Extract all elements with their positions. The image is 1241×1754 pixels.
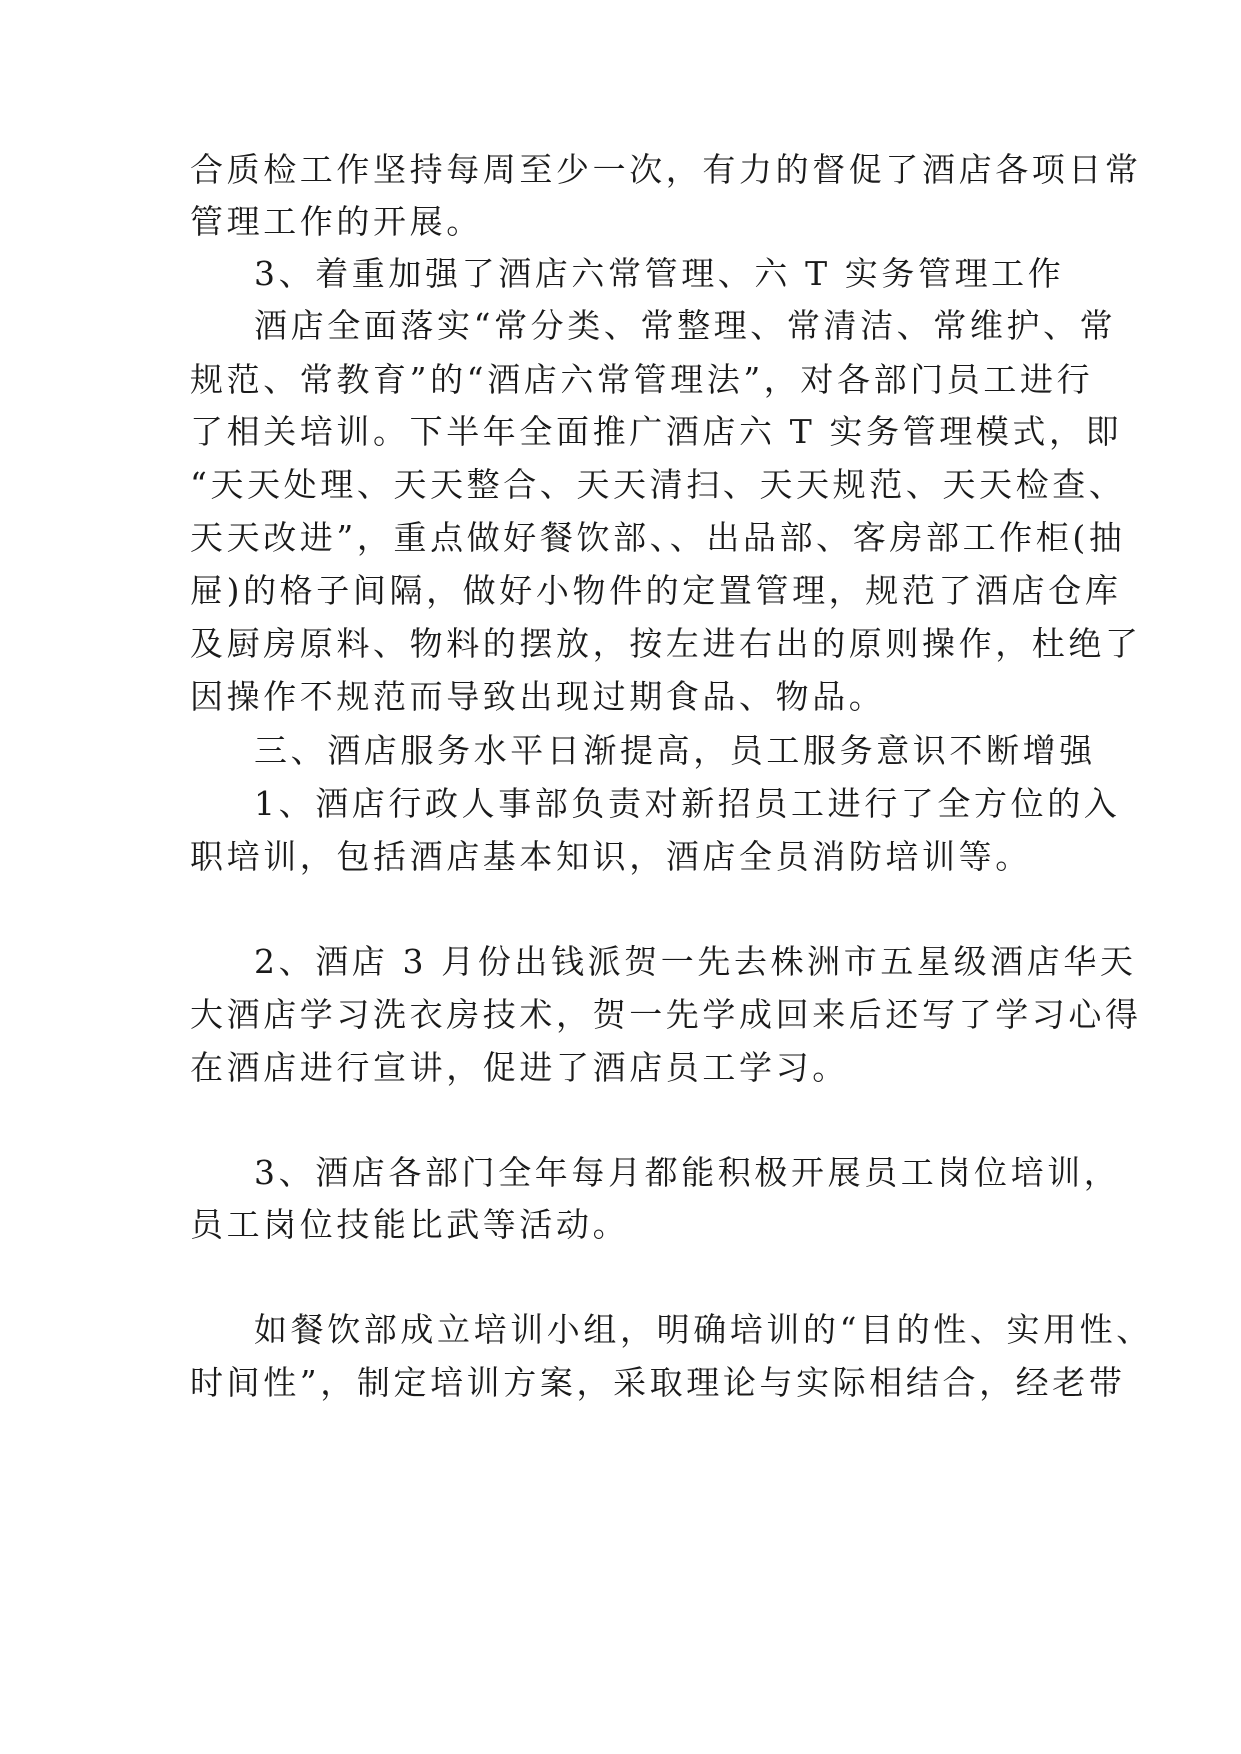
text-line: 天天改进”，重点做好餐饮部、、出品部、客房部工作柜(抽 (190, 518, 1126, 557)
text-line: 3、酒店各部门全年每月都能积极开展员工岗位培训， (254, 1153, 1121, 1192)
text-line: 职培训，包括酒店基本知识，酒店全员消防培训等。 (190, 837, 1032, 876)
text-line: 2、酒店 3 月份出钱派贺一先去株洲市五星级酒店华天 (254, 942, 1137, 981)
section-heading: 3、着重加强了酒店六常管理、六 T 实务管理工作 (254, 254, 1065, 293)
text-line: 在酒店进行宣讲，促进了酒店员工学习。 (190, 1048, 849, 1087)
text-line: 如餐饮部成立培训小组，明确培训的“目的性、实用性、 (254, 1310, 1153, 1349)
text-line: 管理工作的开展。 (190, 202, 483, 241)
text-line: 1、酒店行政人事部负责对新招员工进行了全方位的入 (254, 784, 1121, 823)
text-line: “天天处理、天天整合、天天清扫、天天规范、天天检查、 (190, 465, 1126, 504)
text-line: 时间性”，制定培训方案，采取理论与实际相结合，经老带 (190, 1363, 1126, 1402)
text-line: 及厨房原料、物料的摆放，按左进右出的原则操作，杜绝了 (190, 624, 1142, 663)
text-line: 了相关培训。下半年全面推广酒店六 T 实务管理模式，即 (190, 412, 1123, 451)
text-line: 大酒店学习洗衣房技术，贺一先学成回来后还写了学习心得 (190, 995, 1142, 1034)
text-line: 屉)的格子间隔，做好小物件的定置管理，规范了酒店仓库 (190, 571, 1122, 610)
text-line: 合质检工作坚持每周至少一次，有力的督促了酒店各项日常 (190, 150, 1142, 189)
text-line: 规范、常教育”的“酒店六常管理法”，对各部门员工进行 (190, 360, 1094, 399)
text-line: 员工岗位技能比武等活动。 (190, 1205, 630, 1244)
text-line: 酒店全面落实“常分类、常整理、常清洁、常维护、常 (254, 306, 1117, 345)
section-heading: 三、酒店服务水平日渐提高，员工服务意识不断增强 (254, 731, 1096, 770)
text-line: 因操作不规范而导致出现过期食品、物品。 (190, 677, 886, 716)
